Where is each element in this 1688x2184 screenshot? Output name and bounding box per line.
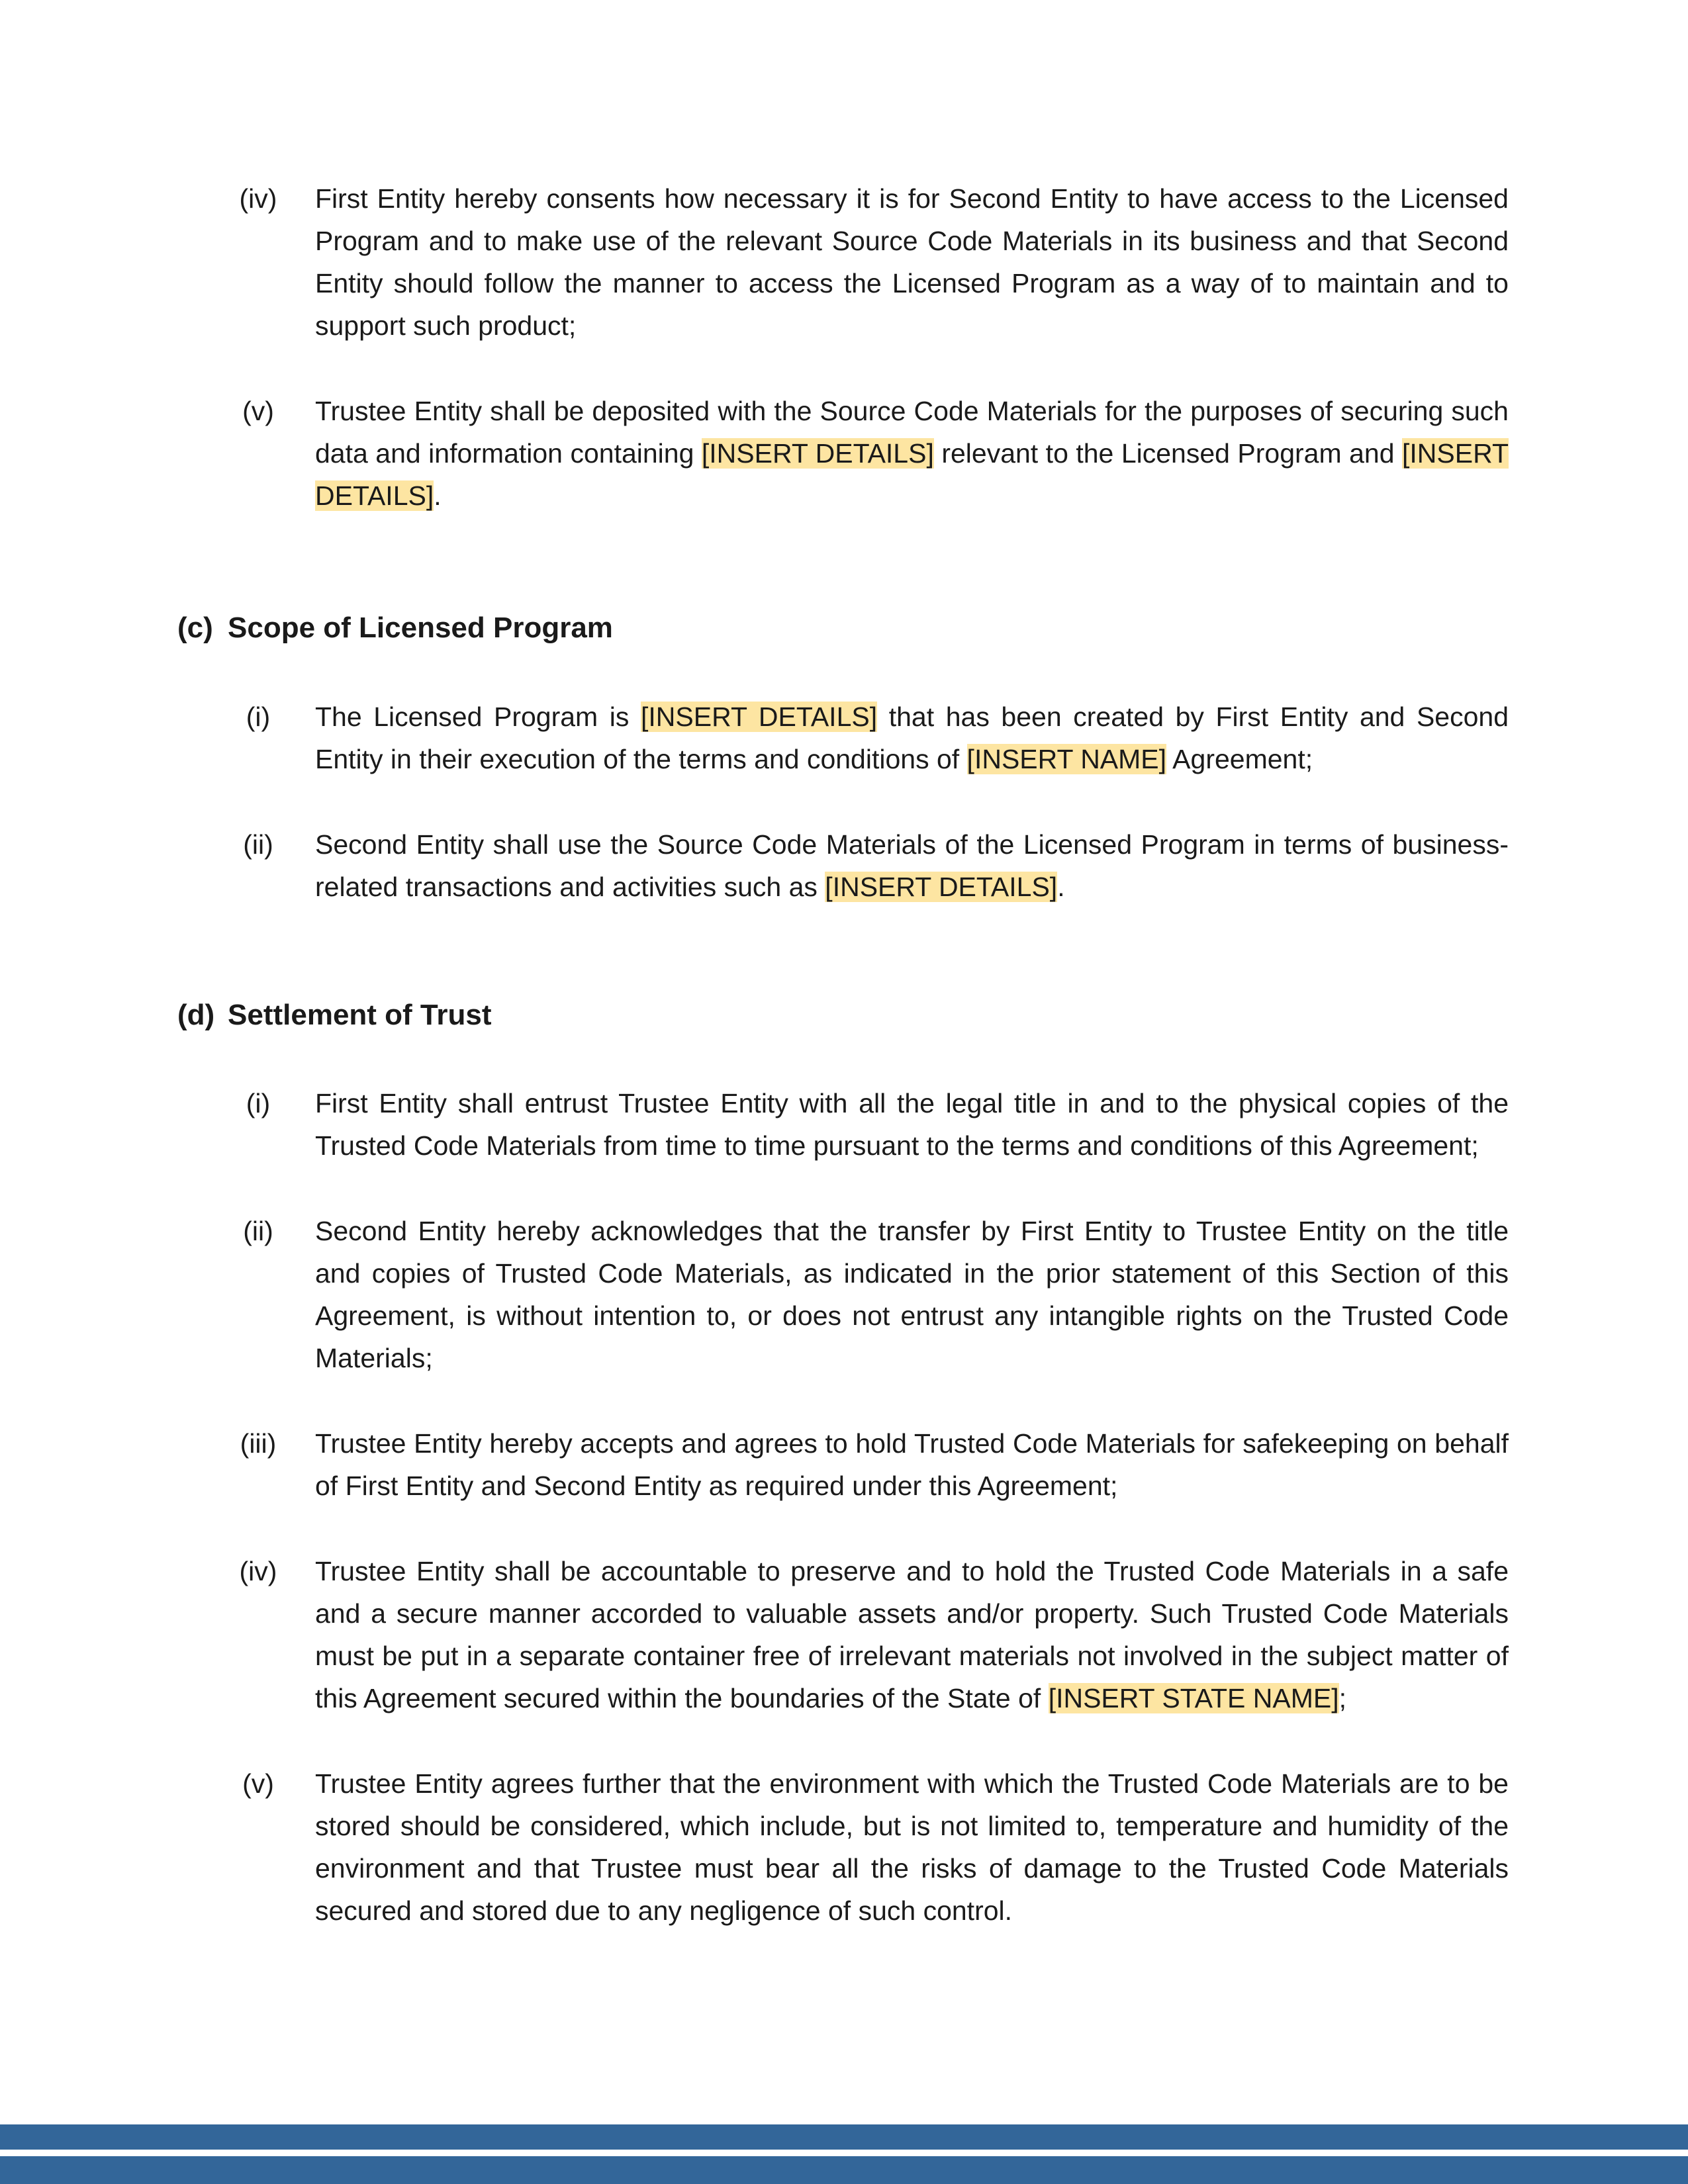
clause-text: First Entity shall entrust Trustee Entity with all the legal title in and to the physical copies of the Trusted Code Materials from time to time pursuant to the terms and conditions of this Agreement;: [315, 1088, 1509, 1161]
clause-number: (iii): [240, 1428, 277, 1459]
section-heading-c: [177, 608, 613, 648]
placeholder-highlight: [INSERT DETAILS]: [641, 702, 878, 732]
placeholder-highlight: [INSERT STATE NAME]: [1048, 1683, 1339, 1713]
placeholder-highlight: [INSERT DETAILS]: [701, 438, 934, 469]
clause-number: (ii): [243, 829, 273, 860]
clause-text: Trustee Entity hereby accepts and agrees to hold Trusted Code Materials for safekeeping on behalf of First Entity and Second Entity as required under this Agreement;: [315, 1428, 1509, 1501]
clause-text: Second Entity hereby acknowledges that the transfer by First Entity to Trustee Entity on the title and copies of Trusted Code Materials, as indicated in the prior statement of this Section of this Agreement, is without intention to, or does not entrust any intangible rights on the Trusted Code Materials;: [315, 1216, 1509, 1373]
section-number: (d): [177, 999, 215, 1031]
clause-number: (i): [246, 702, 271, 732]
clause-text: Second Entity shall use the Source Code Materials of the Licensed Program in terms of business-related transactions and activities such as [INSERT DETAILS].: [315, 829, 1509, 902]
clause-text: The Licensed Program is [INSERT DETAILS] that has been created by First Entity and Second Entity in their execution of the terms and conditions of [INSERT NAME] Agreement;: [315, 702, 1509, 774]
clause-text: Trustee Entity shall be deposited with the Source Code Materials for the purposes of securing such data and information containing [INSERT DETAILS] relevant to the Licensed Program and [INSERT DETAILS].: [315, 396, 1509, 511]
placeholder-highlight: [INSERT DETAILS]: [315, 438, 1509, 511]
clause-text: Trustee Entity shall be accountable to preserve and to hold the Trusted Code Materials in a safe and a secure manner accorded to valuable assets and/or property. Such Trusted Code Materials must be put in a separate container free of irrelevant materials not involved in the subject matter of this Agreement secured within the boundaries of the State of [INSERT STATE NAME];: [315, 1556, 1509, 1713]
placeholder-highlight: [INSERT DETAILS]: [825, 872, 1058, 902]
clause-number: (iv): [239, 183, 277, 214]
section-title: Settlement of Trust: [228, 999, 492, 1031]
clause-number: (v): [242, 396, 274, 426]
footer-bar-top: [0, 2124, 1688, 2150]
clause-number: (ii): [243, 1216, 273, 1246]
footer-bar-bottom: [0, 2156, 1688, 2184]
section-title: Scope of Licensed Program: [228, 612, 613, 644]
clause-text: First Entity hereby consents how necessary it is for Second Entity to have access to the Licensed Program and to make use of the relevant Source Code Materials in its business and that Second Entity should follow the manner to access the Licensed Program as a way of to maintain and to support such product;: [315, 183, 1509, 341]
clause-number: (v): [242, 1768, 274, 1799]
placeholder-highlight: [INSERT NAME]: [966, 744, 1167, 774]
clause-number: (iv): [239, 1556, 277, 1586]
clause-number: (i): [246, 1088, 271, 1118]
clause-text: Trustee Entity agrees further that the environment with which the Trusted Code Materials are to be stored should be considered, which include, but is not limited to, temperature and humidity of the environment and that Trustee must bear all the risks of damage to the Trusted Code Materials secured and stored due to any negligence of such control.: [315, 1768, 1509, 1926]
section-heading-d: [177, 995, 492, 1035]
section-number: (c): [177, 612, 213, 644]
